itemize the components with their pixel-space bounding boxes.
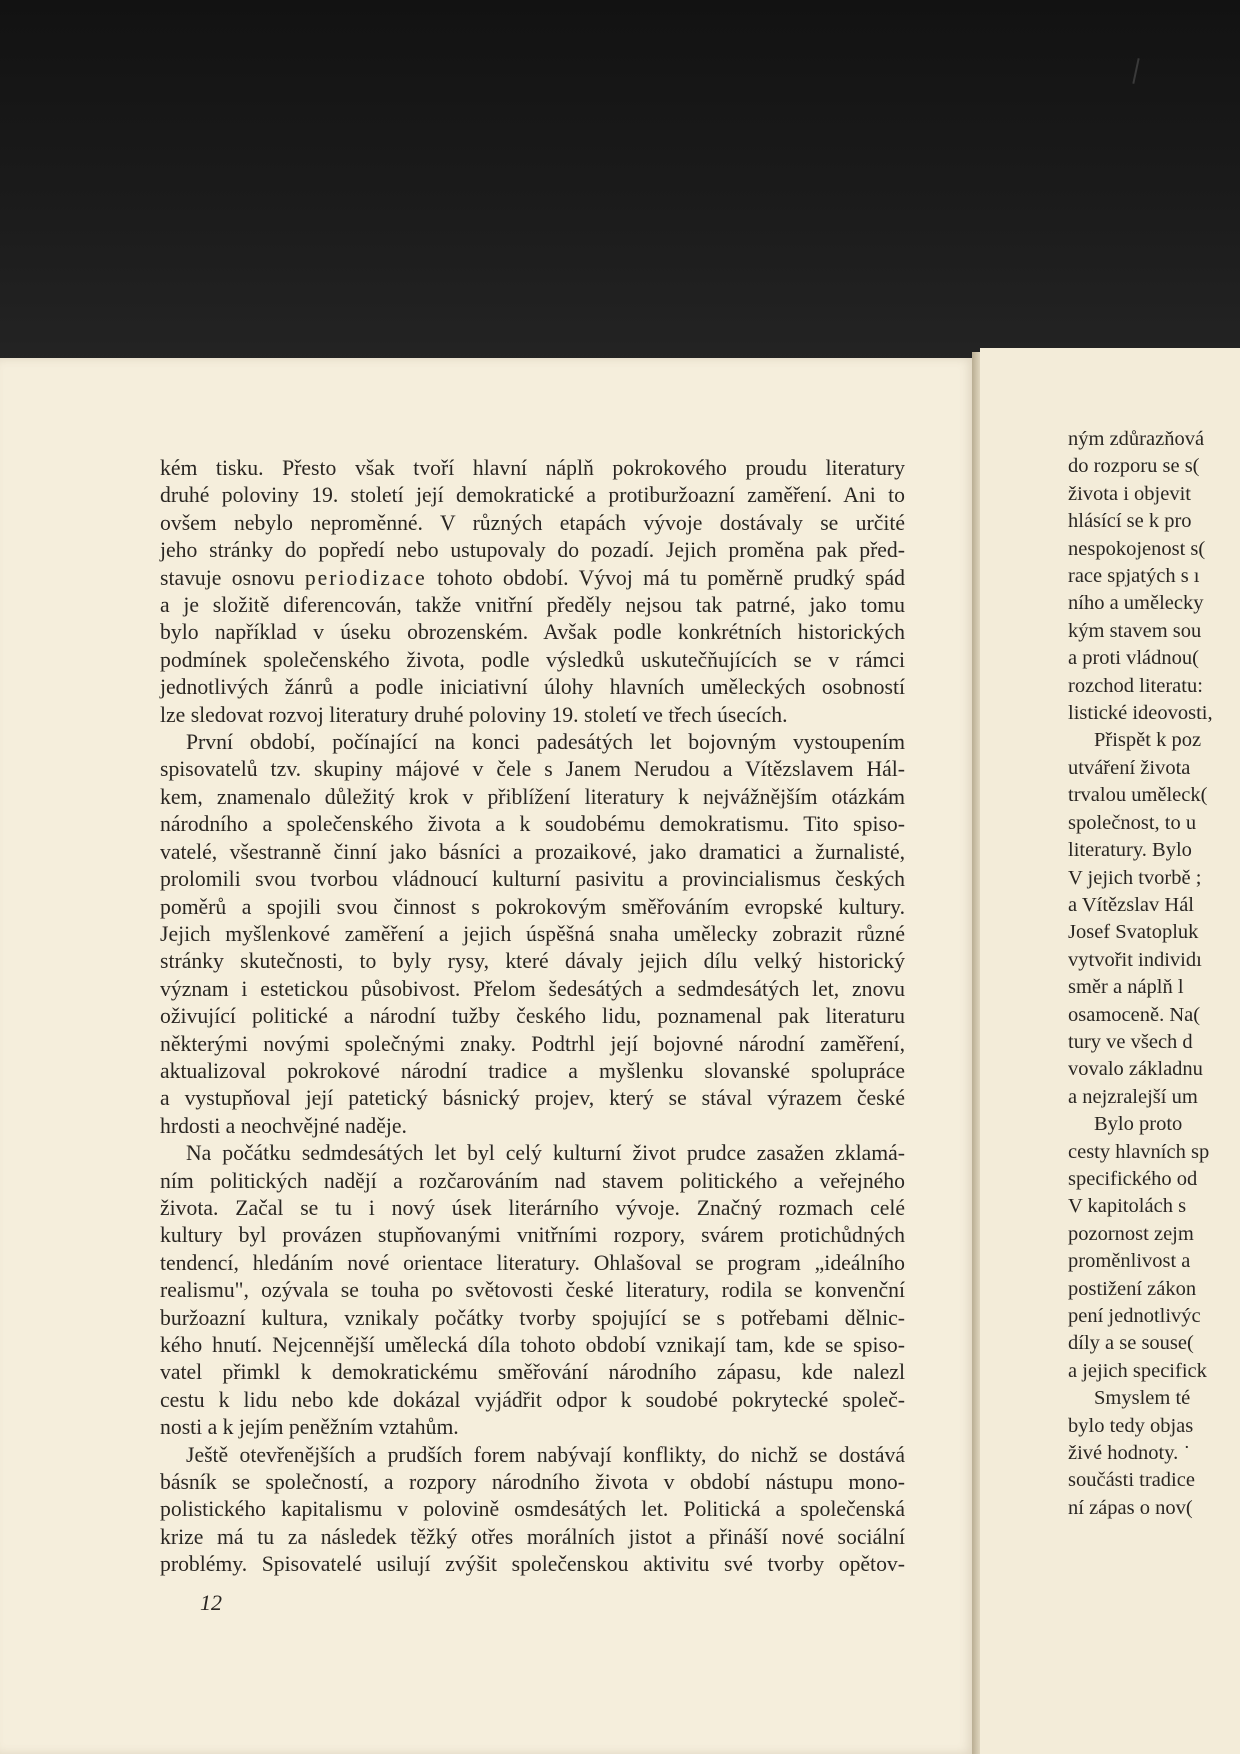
- text-line: rozchod literatu:: [1068, 674, 1203, 697]
- text-line: kého hnutí. Nejcennější umělecká díla tohoto období vznikají tam, kde se spiso-: [160, 1333, 905, 1357]
- text-line: listické ideovosti,: [1068, 702, 1213, 725]
- text-line: podmínek společenského života, podle výsledků uskutečňujících se v rámci: [160, 647, 905, 672]
- page-number: 12: [200, 1590, 222, 1615]
- text-line: cesty hlavních sp: [1068, 1140, 1210, 1163]
- text-line: nosti a k jejím peněžním vztahům.: [160, 1415, 459, 1440]
- text-line: básník se společností, a rozpory národního života v období nástupu mono-: [160, 1470, 905, 1495]
- text-fragment: tohoto období. Vývoj má tu poměrně prudký spád: [437, 565, 906, 590]
- text-line: Ještě otevřenějších a prudších forem nabývají konflikty, do nichž se dostává: [186, 1442, 905, 1467]
- text-line: Přispět k poz: [1094, 729, 1202, 752]
- text-line: literatury. Bylo: [1068, 839, 1192, 862]
- text-line: společnost, to u: [1068, 811, 1197, 834]
- emphasized-term: periodizace: [304, 565, 427, 590]
- text-fragment: stavuje osnovu: [160, 565, 295, 590]
- text-line: a vystupňoval její patetický básnický projev, který se stával výrazem české: [160, 1086, 905, 1111]
- text-line: a proti vládnou(: [1068, 647, 1199, 670]
- text-line: proměnlivost a: [1068, 1250, 1191, 1273]
- text-line: pení jednotlivýc: [1068, 1305, 1201, 1327]
- text-line: Josef Svatopluk: [1068, 921, 1199, 944]
- text-line: ní zápas o nov(: [1068, 1496, 1193, 1519]
- text-line: stránky skutečnosti, to byly rysy, které dávaly jejich dílu velký historický: [160, 949, 905, 974]
- text-line: cestu k lidu nebo kde dokázal vyjádřit odpor k soudobé pokrytecké společ-: [160, 1387, 905, 1412]
- text-line: trvalou uměleck(: [1068, 784, 1208, 807]
- text-line: národního a společenského života a k soudobému demokratismu. Tito spiso-: [160, 812, 905, 837]
- text-line: prolomili svou tvorbou vládnoucí kulturní pasivitu a provincialismus českých: [160, 867, 905, 892]
- text-line: První období, počínající na konci padesátých let bojovným vystoupením: [186, 730, 905, 755]
- text-line: utváření života: [1068, 756, 1191, 779]
- text-line: osamoceně. Na(: [1068, 1003, 1201, 1026]
- text-line: hrdosti a neochvějné naděje.: [160, 1113, 407, 1138]
- text-line: a je složitě diferencován, takže vnitřní předěly nejsou tak patrné, jako tomu: [160, 593, 905, 618]
- text-line-periodizace: [160, 565, 905, 592]
- text-line: živé hodnoty. ˙: [1068, 1442, 1191, 1465]
- text-line: oživující politické a národní tužby českého lidu, poznamenal pak literaturu: [160, 1004, 905, 1029]
- text-line: buržoazní kultura, vznikaly počátky tvorby spojující se s potřebami dělnic-: [160, 1305, 905, 1330]
- text-line: a nejzralejší um: [1068, 1085, 1198, 1108]
- text-line: součásti tradice: [1068, 1469, 1195, 1492]
- text-line: hlásící se k pro: [1068, 510, 1192, 533]
- text-line: života i objevit: [1068, 482, 1191, 505]
- text-line: tendencí, hledáním nové orientace literatury. Ohlašoval se program „ideálního: [160, 1250, 905, 1275]
- text-line: krize má tu za následek těžký otřes morálních jistot a přináší nové sociální: [160, 1524, 905, 1549]
- text-line: Smyslem té: [1094, 1387, 1191, 1410]
- text-line: některými novými společnými znaky. Podtrhl její bojovné národní zaměření,: [160, 1031, 905, 1056]
- text-line: kém tisku. Přesto však tvoří hlavní náplň pokrokového proudu literatury: [160, 456, 905, 480]
- text-line: spisovatelů tzv. skupiny májové v čele s Janem Nerudou a Vítězslavem Hál-: [160, 757, 905, 782]
- text-line: nespokojenost s(: [1068, 537, 1206, 560]
- text-line: a jejich specifick: [1068, 1359, 1207, 1382]
- text-line: lze sledovat rozvoj literatury druhé poloviny 19. století ve třech úsecích.: [160, 702, 788, 727]
- text-line: a Vítězslav Hál: [1068, 893, 1194, 916]
- text-line: do rozporu se s(: [1068, 455, 1200, 478]
- text-line: aktualizoval pokrokové národní tradice a myšlenku slovanské spolupráce: [160, 1058, 905, 1083]
- right-page-body: [1068, 426, 1240, 1522]
- text-line: jeho stránky do popředí nebo ustupovaly do pozadí. Jejich proměna pak před-: [160, 538, 905, 563]
- text-line: druhé poloviny 19. století její demokratické a protiburžoazní zaměření. Ani to: [160, 483, 905, 508]
- text-line: vatel přimkl k demokratickému směřování národního zápasu, kde nalezl: [160, 1360, 905, 1385]
- text-line: kým stavem sou: [1068, 619, 1202, 642]
- text-line: Jejich myšlenkové zaměření a jejich úspěšná snaha umělecky zobrazit různé: [160, 921, 905, 946]
- text-line: tury ve všech d: [1068, 1030, 1193, 1053]
- text-line: ním politických nadějí a rozčarováním nad stavem politického a veřejného: [160, 1168, 905, 1193]
- text-line: díly a se souse(: [1068, 1332, 1194, 1355]
- text-line: Na počátku sedmdesátých let byl celý kulturní život prudce zasažen zklamá-: [186, 1141, 905, 1166]
- text-line: Bylo proto: [1094, 1113, 1183, 1136]
- text-line: kem, znamenalo důležitý krok v přiblížení literatury k nejvážnějším otázkám: [160, 784, 905, 809]
- text-line: vytvořit individı: [1068, 948, 1202, 971]
- text-line: problémy. Spisovatelé usilují zvýšit společenskou aktivitu své tvorby opětov-: [160, 1552, 905, 1577]
- text-line: ným zdůrazňová: [1068, 428, 1205, 450]
- text-line: života. Začal se tu i nový úsek literárního vývoje. Značný rozmach celé: [160, 1195, 905, 1220]
- dark-background: [0, 0, 1240, 368]
- text-line: pozornost zejm: [1068, 1222, 1194, 1245]
- text-line: realismu", ozývala se touha po světovosti české literatury, rodila se konvenční: [160, 1278, 905, 1303]
- text-line: vatelé, všestranně činní jako básníci a prozaikové, jako dramatici a žurnalisté,: [160, 839, 905, 864]
- text-line: V jejich tvorbě ;: [1068, 866, 1202, 889]
- text-line: poměrů a spojili svou činnost s pokrokovým směřováním evropské kultury.: [160, 894, 905, 919]
- text-line: race spjatých s ı: [1068, 565, 1200, 588]
- text-line: význam i estetickou působivost. Přelom šedesátých a sedmdesátých let, znovu: [160, 976, 905, 1001]
- text-line: směr a náplň l: [1068, 976, 1184, 999]
- text-line: polistického kapitalismu v polovině osmdesátých let. Politická a společenská: [160, 1497, 905, 1522]
- left-page-body: [160, 455, 905, 1579]
- text-line: ního a umělecky: [1068, 592, 1204, 615]
- text-line: kultury byl provázen stupňovanými vnitřními rozpory, svárem protichůdných: [160, 1223, 905, 1248]
- text-line: bylo například v úseku obrozenském. Avšak podle konkrétních historických: [160, 620, 905, 645]
- text-line: vovalo základnu: [1068, 1058, 1203, 1081]
- text-line: specifického od: [1068, 1167, 1198, 1190]
- text-line: jednotlivých žánrů a podle iniciativní úlohy hlavních uměleckých osobností: [160, 675, 905, 700]
- text-line: postižení zákon: [1068, 1277, 1197, 1300]
- text-line: V kapitolách s: [1068, 1195, 1187, 1218]
- text-line: bylo tedy objas: [1068, 1414, 1194, 1437]
- text-line: ovšem nebylo neproměnné. V různých etapách vývoje dostávaly se určité: [160, 510, 905, 535]
